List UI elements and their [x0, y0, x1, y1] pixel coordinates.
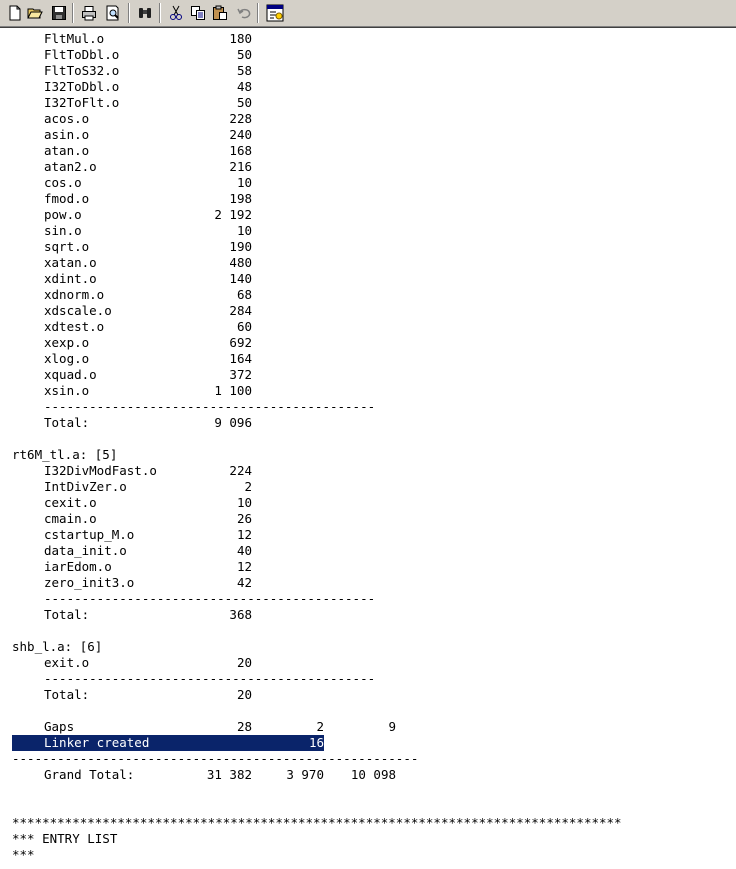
print-icon — [81, 5, 97, 21]
ro-code-size: 12 — [236, 527, 252, 542]
ro-code-size: 190 — [229, 239, 252, 254]
module-name: Total: — [44, 687, 90, 702]
module-name: sin.o — [44, 223, 82, 238]
paste-button[interactable] — [210, 3, 230, 23]
map-file-listing — [0, 30, 736, 869]
module-name: Gaps — [44, 719, 75, 734]
find-binoculars-button[interactable] — [135, 3, 155, 23]
ro-code-size: 68 — [236, 287, 252, 302]
module-name: exit.o — [44, 655, 90, 670]
open-folder-button[interactable] — [25, 3, 45, 23]
ro-code-size: 198 — [229, 191, 252, 206]
section-header-text: *** ENTRY LIST — [12, 831, 118, 846]
ro-data-size: 3 970 — [286, 767, 324, 782]
cut-scissors-icon — [168, 5, 184, 21]
module-name: FltToDbl.o — [44, 47, 120, 62]
rw-data-size: 9 — [388, 719, 396, 734]
ro-code-size: 60 — [236, 319, 252, 334]
ro-code-size: 2 192 — [214, 207, 252, 222]
module-name: Linker created — [44, 735, 150, 750]
ro-code-size: 168 — [229, 143, 252, 158]
separator-text: -------------------------------------------- — [44, 399, 376, 414]
rw-data-size: 10 098 — [350, 767, 396, 782]
ro-code-size: 372 — [229, 367, 252, 382]
module-name: fmod.o — [44, 191, 90, 206]
module-name: xlog.o — [44, 351, 90, 366]
section-header-text: ********************************************************************************* — [12, 815, 622, 830]
module-name: IntDivZer.o — [44, 479, 127, 494]
properties-button[interactable] — [265, 3, 285, 23]
copy-icon — [190, 5, 206, 21]
selected-row — [12, 735, 324, 751]
module-name: pow.o — [44, 207, 82, 222]
ro-code-size: 180 — [229, 31, 252, 46]
module-name: xdtest.o — [44, 319, 105, 334]
module-name: xdscale.o — [44, 303, 112, 318]
section-header-text: shb_l.a: [6] — [12, 639, 103, 654]
module-name: cos.o — [44, 175, 82, 190]
module-name: cmain.o — [44, 511, 97, 526]
module-name: asin.o — [44, 127, 90, 142]
ro-code-size: 9 096 — [214, 415, 252, 430]
print-preview-button[interactable] — [103, 3, 123, 23]
ro-code-size: 284 — [229, 303, 252, 318]
module-name: xatan.o — [44, 255, 97, 270]
toolbar-separator — [159, 3, 161, 23]
ro-code-size: 20 — [236, 655, 252, 670]
open-folder-icon — [27, 5, 43, 21]
ro-code-size: 50 — [236, 47, 252, 62]
module-name: data_init.o — [44, 543, 127, 558]
module-name: I32DivModFast.o — [44, 463, 157, 478]
ro-code-size: 31 382 — [206, 767, 252, 782]
cut-scissors-button[interactable] — [166, 3, 186, 23]
module-name: acos.o — [44, 111, 90, 126]
ro-code-size: 28 — [236, 719, 252, 734]
undo-button[interactable] — [234, 3, 254, 23]
ro-code-size: 50 — [236, 95, 252, 110]
module-name: xdnorm.o — [44, 287, 105, 302]
module-name: atan2.o — [44, 159, 97, 174]
module-name: Total: — [44, 415, 90, 430]
module-name: Total: — [44, 607, 90, 622]
module-name: FltMul.o — [44, 31, 105, 46]
ro-code-size: 42 — [236, 575, 252, 590]
module-name: xdint.o — [44, 271, 97, 286]
ro-code-size: 2 — [244, 479, 252, 494]
ro-code-size: 480 — [229, 255, 252, 270]
toolbar-separator — [72, 3, 74, 23]
separator-text: -------------------------------------------- — [44, 671, 376, 686]
new-document-icon — [7, 5, 23, 21]
module-name: xsin.o — [44, 383, 90, 398]
separator-text: -------------------------------------------- — [44, 591, 376, 606]
separator-text: ------------------------------------------------------ — [12, 751, 419, 766]
new-document-button[interactable] — [5, 3, 25, 23]
ro-code-size: 224 — [229, 463, 252, 478]
ro-code-size: 164 — [229, 351, 252, 366]
ro-code-size: 240 — [229, 127, 252, 142]
toolbar-separator — [128, 3, 130, 23]
ro-code-size: 692 — [229, 335, 252, 350]
print-preview-icon — [105, 5, 121, 21]
ro-code-size: 48 — [236, 79, 252, 94]
save-disk-icon — [51, 5, 67, 21]
ro-code-size: 40 — [236, 543, 252, 558]
save-disk-button[interactable] — [49, 3, 69, 23]
module-name: sqrt.o — [44, 239, 90, 254]
module-name: xexp.o — [44, 335, 90, 350]
ro-code-size: 58 — [236, 63, 252, 78]
section-header-text: *** — [12, 847, 35, 862]
module-name: I32ToDbl.o — [44, 79, 120, 94]
ro-code-size: 10 — [236, 175, 252, 190]
module-name: iarEdom.o — [44, 559, 112, 574]
ro-code-size: 140 — [229, 271, 252, 286]
section-header-text: rt6M_tl.a: [5] — [12, 447, 118, 462]
properties-icon — [266, 4, 284, 22]
ro-code-size: 228 — [229, 111, 252, 126]
module-name: cstartup_M.o — [44, 527, 135, 542]
undo-icon — [236, 5, 252, 21]
toolbar-separator — [257, 3, 259, 23]
module-name: zero_init3.o — [44, 575, 135, 590]
ro-code-size: 10 — [236, 223, 252, 238]
ro-code-size: 216 — [229, 159, 252, 174]
module-name: FltToS32.o — [44, 63, 120, 78]
ro-code-size: 12 — [236, 559, 252, 574]
module-name: I32ToFlt.o — [44, 95, 120, 110]
copy-button[interactable] — [188, 3, 208, 23]
module-name: atan.o — [44, 143, 90, 158]
ro-data-size: 2 — [316, 719, 324, 734]
find-binoculars-icon — [137, 5, 153, 21]
module-name: Grand Total: — [44, 767, 135, 782]
paste-icon — [212, 5, 228, 21]
ro-code-size: 368 — [229, 607, 252, 622]
ro-data-size: 16 — [308, 735, 324, 750]
module-name: xquad.o — [44, 367, 97, 382]
ro-code-size: 26 — [236, 511, 252, 526]
ro-code-size: 1 100 — [214, 383, 252, 398]
ro-code-size: 20 — [236, 687, 252, 702]
module-name: cexit.o — [44, 495, 97, 510]
print-button[interactable] — [79, 3, 99, 23]
ro-code-size: 10 — [236, 495, 252, 510]
toolbar — [0, 0, 736, 27]
